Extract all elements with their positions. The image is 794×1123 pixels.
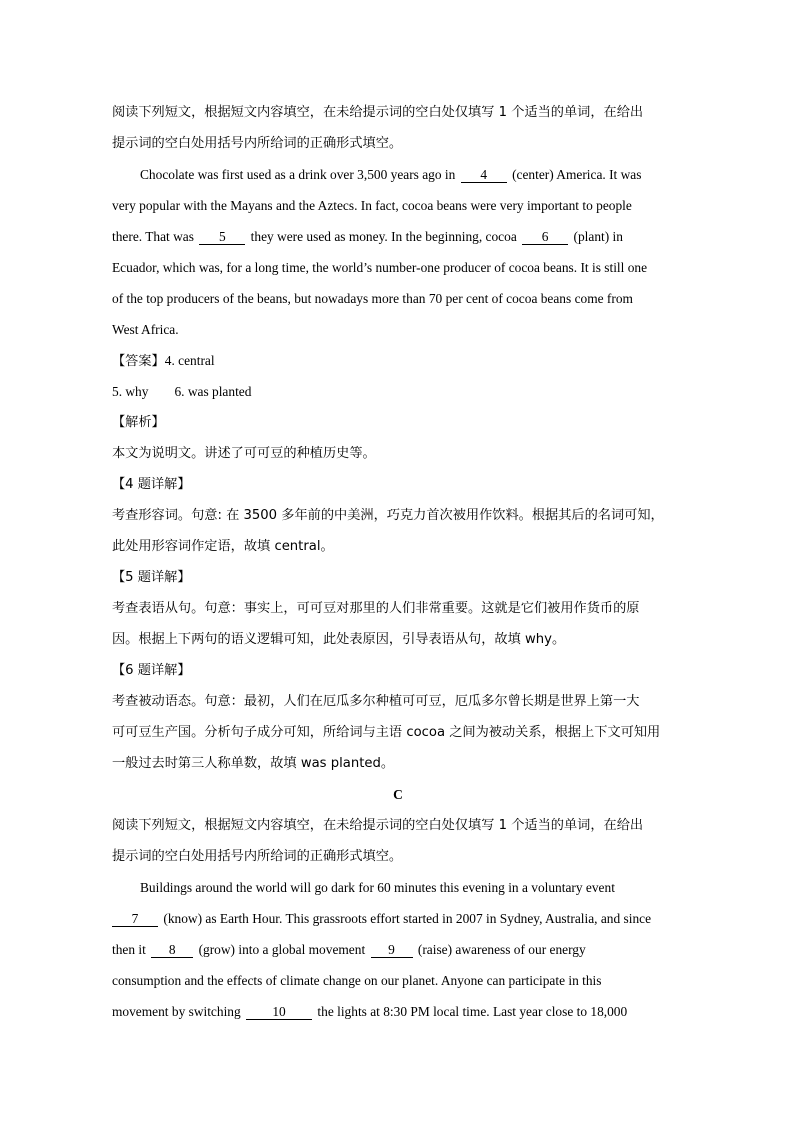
blank-5[interactable]: 5 [199, 229, 245, 245]
blank-4[interactable]: 4 [461, 167, 507, 183]
passage-line-1 [112, 159, 684, 190]
passage-text: there. That was [112, 229, 194, 244]
answer-line [112, 345, 684, 376]
blank-10[interactable]: 10 [246, 1004, 312, 1020]
passage-text: the lights at 8:30 PM local time. Last year close to 18,000 [317, 1004, 628, 1019]
q6-line-3: 一般过去时第三人称单数，故填 was planted。 [112, 756, 395, 771]
passage-text: (grow) into a global movement [198, 942, 366, 957]
passage-text: (raise) awareness of our energy [417, 942, 586, 957]
q6-line-1: 考查被动语态。句意：最初，人们在厄瓜多尔种植可可豆，厄瓜多尔曾长期是世界上第一大 [112, 694, 640, 709]
passage-line-5 [112, 996, 684, 1027]
q6-label: 【6 题详解】 [112, 663, 191, 678]
q5-line-1: 考查表语从句。句意：事实上，可可豆对那里的人们非常重要。这就是它们被用作货币的原 [112, 601, 640, 616]
passage-line-1: Buildings around the world will go dark for 60 minutes this evening in a voluntary event [140, 880, 615, 895]
passage-text: movement by switching [112, 1004, 241, 1019]
q5-label: 【5 题详解】 [112, 570, 191, 585]
answer-6: 6. was planted [174, 384, 252, 399]
passage-text: (know) as Earth Hour. This grassroots effort started in 2007 in Sydney, Australia, and since [163, 911, 652, 926]
q4-label: 【4 题详解】 [112, 477, 191, 492]
passage-line-3 [112, 221, 684, 252]
passage-text: Chocolate was first used as a drink over 3,500 years ago in [140, 167, 456, 182]
passage-line-4: Ecuador, which was, for a long time, the world’s number-one producer of cocoa beans. It is still one [112, 260, 648, 275]
section-heading: C [393, 787, 403, 802]
answer-line-2 [112, 376, 684, 407]
analysis-label: 【解析】 [112, 415, 165, 430]
answer-4: 4. central [164, 353, 215, 368]
passage-text: they were used as money. In the beginning, cocoa [250, 229, 517, 244]
passage-line-2: very popular with the Mayans and the Aztecs. In fact, cocoa beans were very important to people [112, 198, 632, 213]
answer-5: 5. why [112, 384, 149, 399]
passage-line-6: West Africa. [112, 322, 179, 337]
passage-line-5: of the top producers of the beans, but nowadays more than 70 per cent of cocoa beans come from [112, 291, 633, 306]
q6-line-2: 可可豆生产国。分析句子成分可知，所给词与主语 cocoa 之间为被动关系，根据上下文可知用 [112, 725, 661, 740]
instruction-line-1: 阅读下列短文，根据短文内容填空，在未给提示词的空白处仅填写 1 个适当的单词，在给出 [112, 818, 644, 833]
instruction-line-1: 阅读下列短文，根据短文内容填空，在未给提示词的空白处仅填写 1 个适当的单词，在给出 [112, 105, 644, 120]
q4-line-2: 此处用形容词作定语，故填 central。 [112, 539, 334, 554]
blank-7[interactable]: 7 [112, 911, 158, 927]
passage-line-4: consumption and the effects of climate change on our planet. Anyone can participate in this [112, 973, 602, 988]
blank-9[interactable]: 9 [371, 942, 413, 958]
blank-6[interactable]: 6 [522, 229, 568, 245]
answer-label: 【答案】 [112, 354, 165, 369]
instruction-line-2: 提示词的空白处用括号内所给词的正确形式填空。 [112, 136, 403, 151]
blank-8[interactable]: 8 [151, 942, 193, 958]
passage-text: (plant) in [573, 229, 623, 244]
passage-text: (center) America. It was [512, 167, 642, 182]
q5-line-2: 因。根据上下两句的语义逻辑可知，此处表原因，引导表语从句，故填 why。 [112, 632, 566, 647]
passage-text: then it [112, 942, 146, 957]
instruction-line-2: 提示词的空白处用括号内所给词的正确形式填空。 [112, 849, 403, 864]
analysis-text: 本文为说明文。讲述了可可豆的种植历史等。 [112, 446, 376, 461]
passage-line-3 [112, 934, 684, 965]
document-page [112, 97, 684, 1027]
passage-line-2 [112, 903, 684, 934]
q4-line-1: 考查形容词。句意: 在 3500 多年前的中美洲，巧克力首次被用作饮料。根据其后的名词可知， [112, 508, 664, 523]
